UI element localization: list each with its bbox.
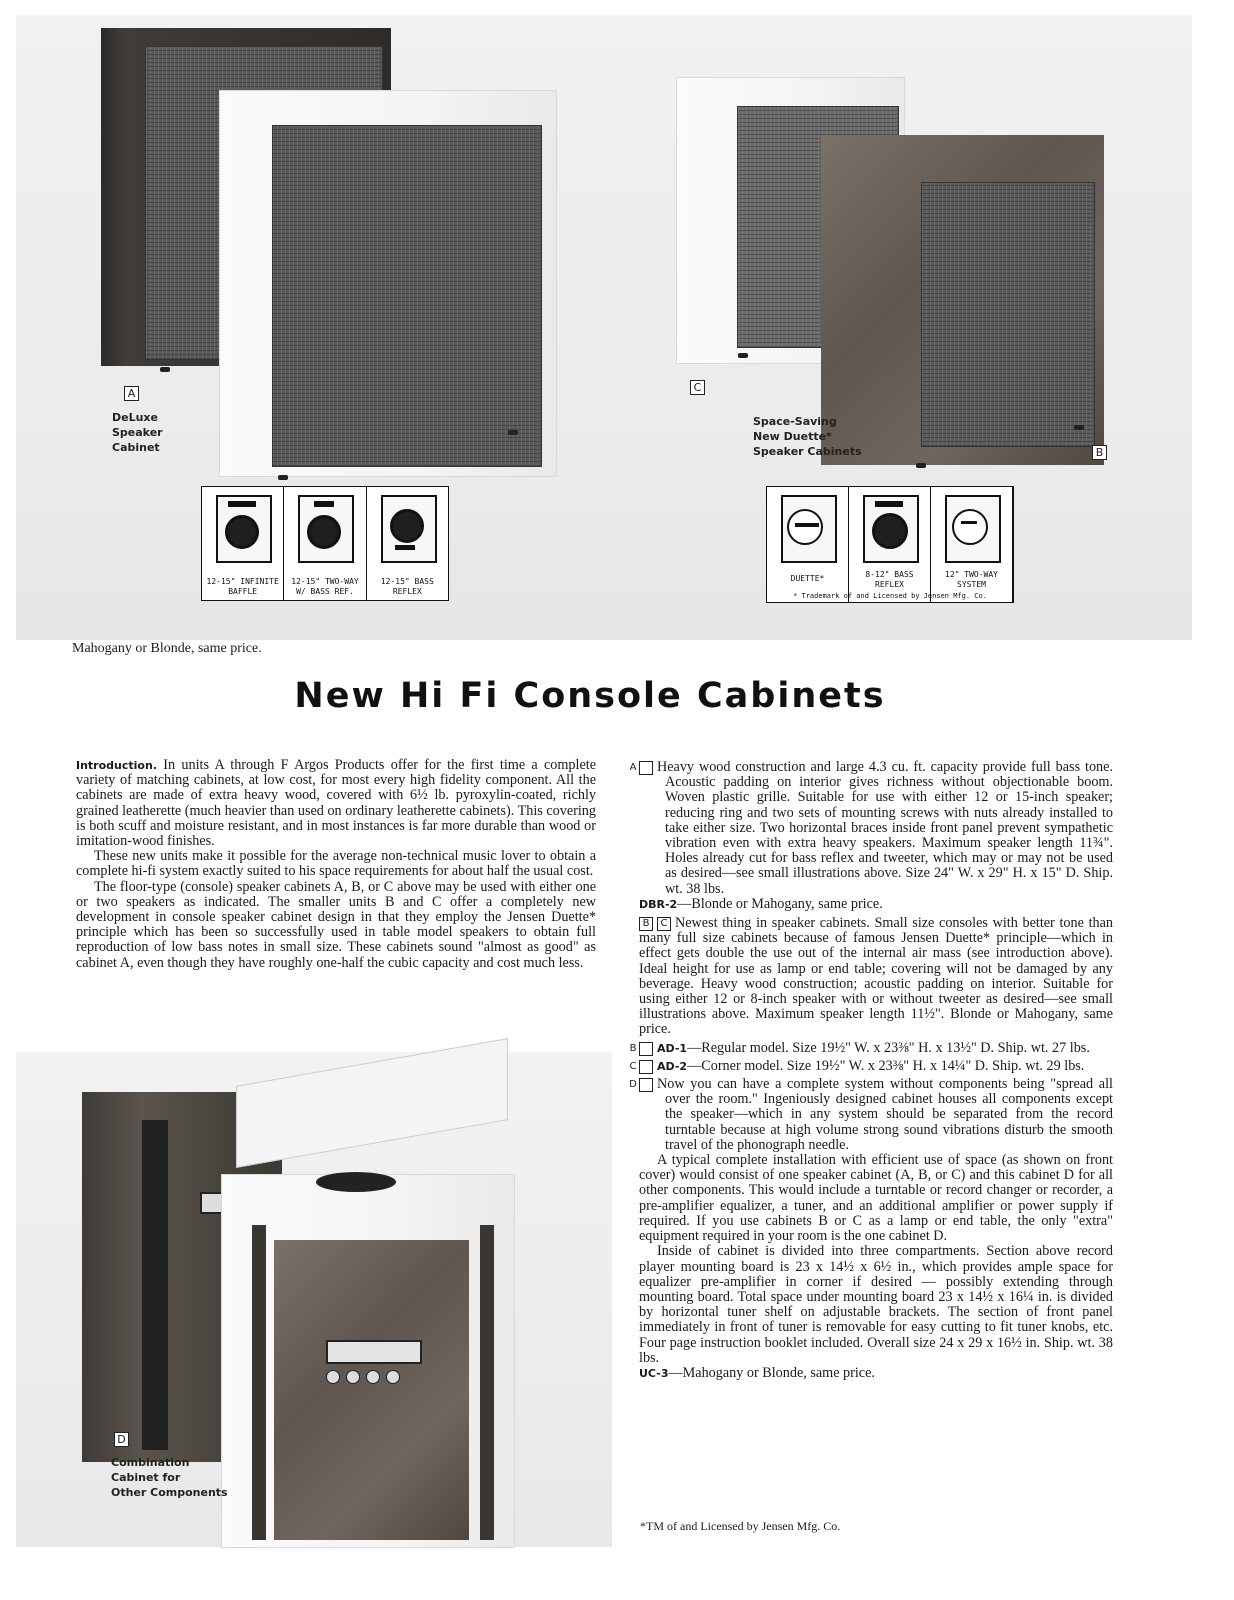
bottom-photo-panel (16, 1052, 612, 1547)
cabinet-d-blonde-photo (221, 1174, 515, 1548)
photo-caption: Mahogany or Blonde, same price. (72, 641, 262, 656)
ad1-code: AD-1 (657, 1041, 688, 1055)
diagram-bass-reflex: 12-15" BASS REFLEX (367, 487, 448, 600)
section-c-letter: C (657, 917, 671, 931)
cabinet-a-blonde-photo (219, 90, 557, 477)
diagram-trademark-note: * Trademark of and Licensed by Jensen Mfg. Co. (793, 592, 987, 600)
footnote: *TM of and Licensed by Jensen Mfg. Co. (640, 1519, 841, 1533)
dbr-text: —Blonde or Mahogany, same price. (677, 895, 883, 912)
diagram-two-way-system: 12" TWO-WAY SYSTEM (931, 487, 1013, 602)
turntable-platter (316, 1172, 396, 1192)
section-a-letter: A (639, 761, 653, 775)
top-photo-panel (16, 15, 1192, 640)
cabinet-b-letter: B (1092, 445, 1107, 460)
cabinet-b-photo (821, 135, 1104, 465)
section-d-text: Now you can have a complete system without components being "spread all over the room." Ingeniously designed cabinet houses all components except the speaker—which in any system should be separated from the record turntable because at high volume strong sound vibrations disturb the smooth travel of the phonograph needle. (657, 1076, 1113, 1153)
speaker-config-diagrams-bc (766, 486, 1014, 603)
cabinet-a-caption: DeLuxe Speaker Cabinet (112, 411, 163, 454)
section-d-letter: D (639, 1078, 653, 1092)
diagram-8-12-bass-reflex: 8-12" BASS REFLEX (849, 487, 931, 602)
ad2-code: AD-2 (657, 1059, 688, 1073)
ad1-letter: B (639, 1042, 653, 1056)
diagram-infinite-baffle: 12-15" INFINITE BAFFLE (202, 487, 284, 600)
ad1-text: —Regular model. Size 19½" W. x 23⅜" H. x 13½" D. Ship. wt. 27 lbs. (687, 1039, 1090, 1056)
intro-p2: These new units make it possible for the average non-technical music lover to obtain a complete hi-fi system exactly suited to his space requirements for about half the usual cost. (76, 848, 596, 880)
dbr-code: DBR-2 (639, 897, 678, 911)
speaker-config-diagrams-a (201, 486, 449, 601)
section-d-p3: Inside of cabinet is divided into three compartments. Section above record player mounting board is 23 x 14½ x 6½ in., which provides ample space for equalizer pre-amplifier in corner if desired — possibly extending through mounting board. Total space under mounting board 23 x 14½ x 16¼ in. is divided by horizontal tuner shelf on adjustable brackets. The section of front panel immediately in front of tuner is removable for easy cutting to fit tuner knobs, etc. Four page instruction booklet included. Overall size 24 x 29 x 16½ in. Ship. wt. 38 lbs. (639, 1243, 1113, 1366)
intro-text: In units A through F Argos Products offer for the first time a complete variety of matching cabinets, at low cost, for most every high fidelity component. All the cabinets are made of extra heavy wood, covered with 6½ lb. pyroxylin-coated, richly grained leatherette (much heavier than used on ordinary leatherette cabinets). This covering is both scuff and moisture resistant, and in most instances is far more durable than wood or imitation-wood finishes. (76, 757, 596, 850)
ad2-letter: C (639, 1060, 653, 1074)
uc-text: —Mahogany or Blonde, same price. (668, 1364, 875, 1381)
cabinet-d-lid (236, 1038, 508, 1168)
intro-p3: The floor-type (console) speaker cabinets A, B, or C above may be used with either one or two speakers as indicated. The smaller units B and C offer a completely new development in console speaker cabinet design in that they employ the Jensen Duette* principle which has been so successfully used in table model speakers to obtain full reproduction of low bass notes in small size. These cabinets sound "almost as good" as cabinet A, even though they have roughly one-half the cubic capacity and cost much less. (76, 878, 596, 971)
intro-lead: Introduction. (76, 759, 157, 772)
section-b-letter: B (639, 917, 653, 931)
ad2-text: —Corner model. Size 19½" W. x 23⅜" H. x 14¼" D. Ship. wt. 29 lbs. (687, 1057, 1085, 1074)
cabinet-c-letter: C (690, 380, 705, 395)
cabinet-b-caption: Space-Saving New Duette* Speaker Cabinets (753, 415, 862, 458)
cabinet-d-caption: Combination Cabinet for Other Components (111, 1456, 228, 1499)
cabinet-a-letter: A (124, 386, 139, 401)
section-a-text: Heavy wood construction and large 4.3 cu. ft. capacity provide full bass tone. Acoustic padding on interior gives richness without objectionable boom. Woven plastic grille. Suitable for use with either 12 or 15-inch speaker; reducing ring and two sets of mounting screws with nuts already installed to take either size. Two horizontal braces inside front panel prevent sympathetic vibration even with extra heavy speakers. Maximum speaker length 11¾". Holes already cut for bass reflex and tweeter, which may or may not be used as desired—see small illustrations above. Size 24" W. x 29" H. x 15" D. Ship. wt. 38 lbs. (657, 759, 1113, 897)
right-column (629, 759, 1113, 1381)
section-bc-text: Newest thing in speaker cabinets. Small size consoles with better tone than many full size cabinets because of famous Jensen Duette* principle—which in effect gets double the use out of the internal air mass (see introduction above). Ideal height for use as lamp or end table; covering will not be damaged by any beverage. Heavy wood construction; acoustic padding on interior. Suitable for using either 12 or 8-inch speaker with or without tweeter as desired—see small illustrations above. Maximum speaker length 11½". Blonde or Mahogany, same price. (639, 915, 1113, 1038)
left-column (76, 758, 596, 971)
diagram-duette: DUETTE* (767, 487, 849, 602)
section-d-p2: A typical complete installation with efficient use of space (as shown on front cover) would consist of one speaker cabinet (A, B, or C) and this cabinet D for all other components. This would include a turntable or record changer or recorder, a pre-amplifier equalizer, a tuner, and an additional amplifier or power supply if required. If you use cabinets B or C as a lamp or end table, the only "extra" equipment required in your room is the one cabinet D. (639, 1152, 1113, 1245)
page-title: New Hi Fi Console Cabinets (294, 676, 886, 716)
diagram-two-way-bass-ref: 12-15" TWO-WAY W/ BASS REF. (284, 487, 366, 600)
cabinet-d-letter: D (114, 1432, 129, 1447)
uc-code: UC-3 (639, 1366, 669, 1380)
